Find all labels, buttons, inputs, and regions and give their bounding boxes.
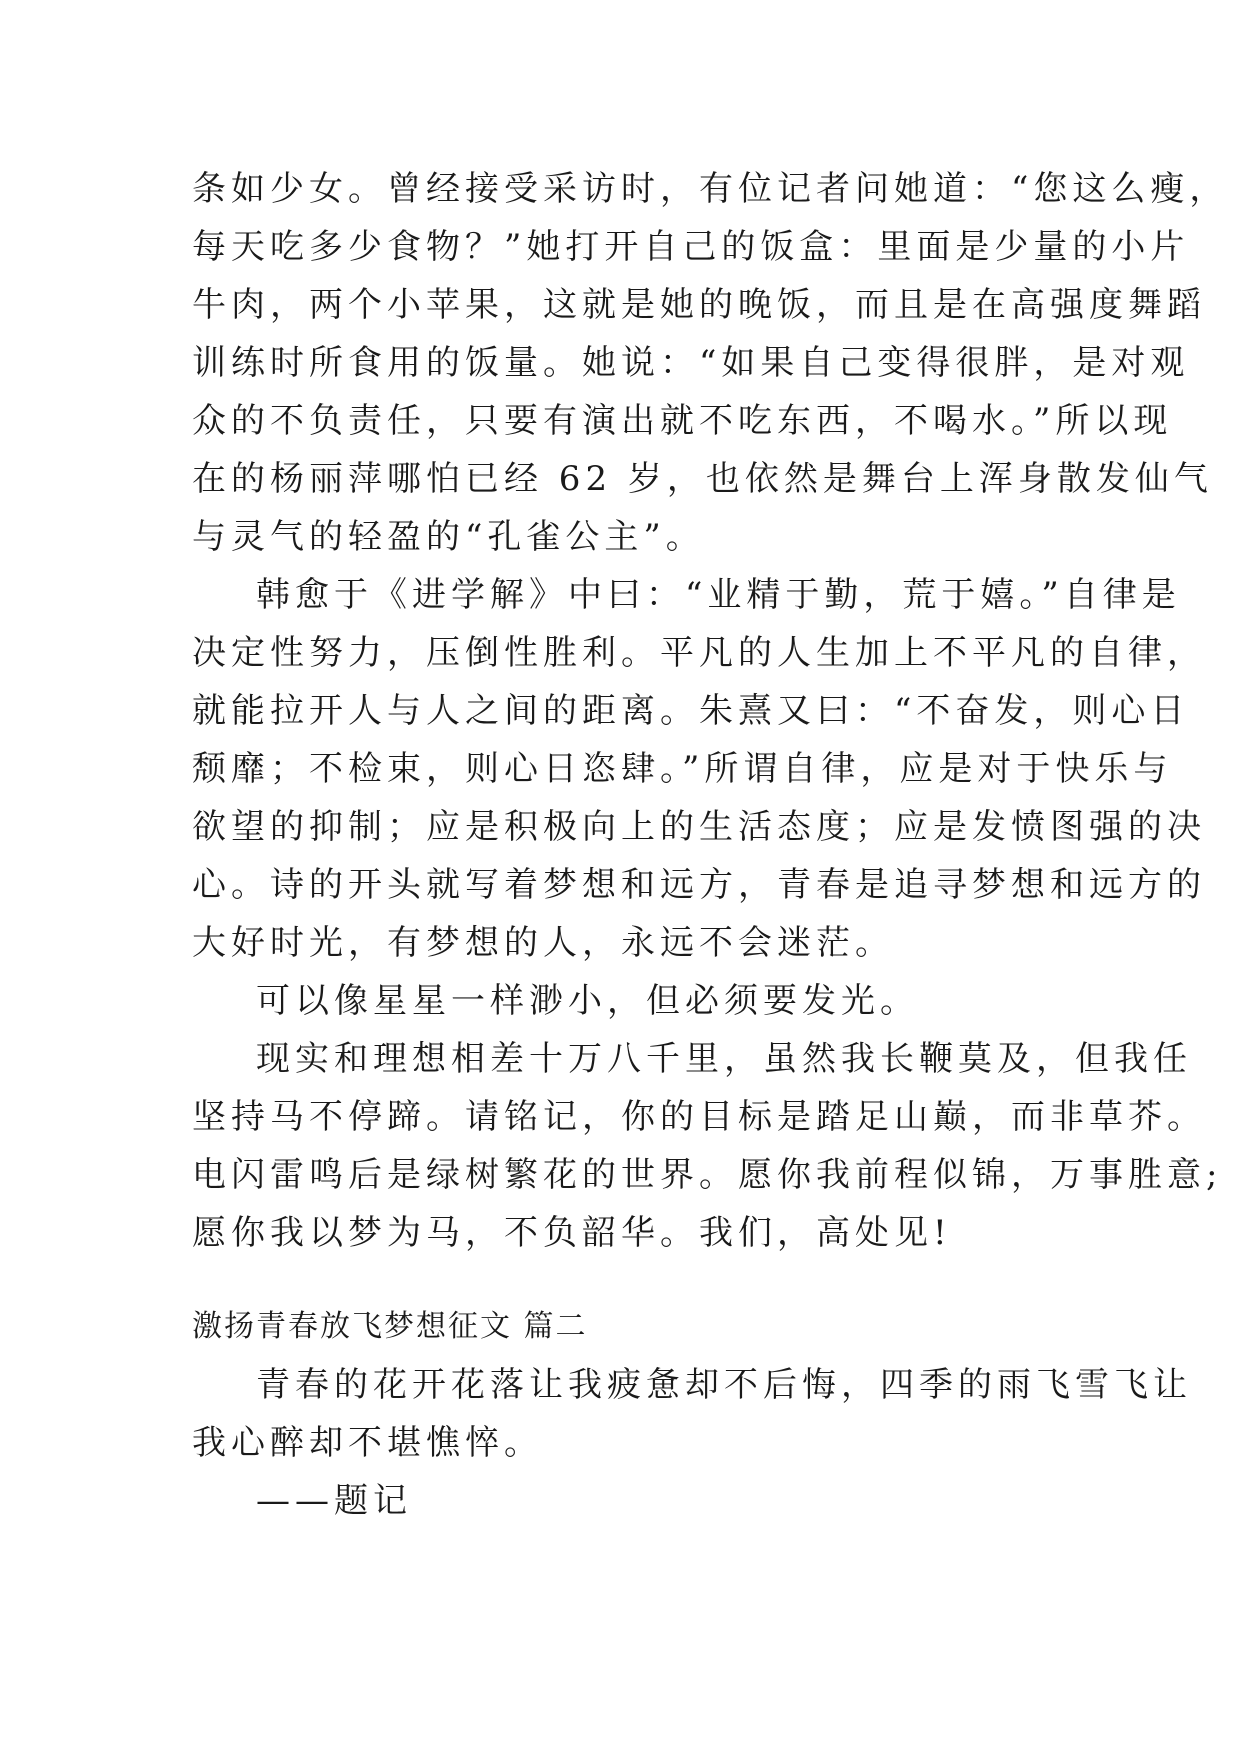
- text-line: 现实和理想相差十万八千里，虽然我长鞭莫及，但我任: [256, 1039, 1192, 1079]
- text-line: 坚持马不停蹄。请铭记，你的目标是踏足山巅，而非草芥。: [192, 1097, 1206, 1137]
- text-line: 我心醉却不堪憔悴。: [192, 1423, 543, 1463]
- paragraph-han-yu: [192, 566, 1206, 972]
- paragraph-epigraph: [192, 1472, 1062, 1530]
- text-line: 在的杨丽萍哪怕已经 62 岁，也依然是舞台上浑身散发仙气: [192, 459, 1213, 499]
- text-line: 牛肉，两个小苹果，这就是她的晚饭，而且是在高强度舞蹈: [192, 285, 1206, 325]
- text-line: 众的不负责任，只要有演出就不吃东西，不喝水。”所以现: [192, 401, 1173, 441]
- text-line: 青春的花开花落让我疲惫却不后悔，四季的雨飞雪飞让: [256, 1365, 1192, 1405]
- text-line: 与灵气的轻盈的“孔雀公主”。: [192, 517, 705, 557]
- text-line: 颓靡；不检束，则心日恣肆。”所谓自律，应是对于快乐与: [192, 749, 1173, 789]
- paragraph-youth-flowers: [192, 1356, 1192, 1472]
- text-line: 决定性努力，压倒性胜利。平凡的人生加上不平凡的自律，: [192, 633, 1206, 673]
- text-line: 条如少女。曾经接受采访时，有位记者问她道：“您这么瘦，: [192, 169, 1229, 209]
- paragraph-stars: [192, 972, 1062, 1030]
- text-line: 就能拉开人与人之间的距离。朱熹又曰：“不奋发，则心日: [192, 691, 1190, 731]
- text-line: 可以像星星一样渺小，但必须要发光。: [256, 981, 919, 1021]
- text-line: 愿你我以梦为马，不负韶华。我们，高处见!: [192, 1213, 952, 1253]
- text-line: 韩愈于《进学解》中曰：“业精于勤，荒于嬉。”自律是: [256, 575, 1181, 615]
- text-line: 电闪雷鸣后是绿树繁花的世界。愿你我前程似锦，万事胜意;: [192, 1155, 1223, 1195]
- text-line: 欲望的抑制；应是积极向上的生活态度；应是发愤图强的决: [192, 807, 1206, 847]
- epigraph-line: ——题记: [256, 1481, 412, 1521]
- text-line: 每天吃多少食物？”她打开自己的饭盒：里面是少量的小片: [192, 227, 1190, 267]
- text-line: 大好时光，有梦想的人，永远不会迷茫。: [192, 923, 894, 963]
- document-page: [192, 160, 1229, 1530]
- section-title: 激扬青春放飞梦想征文 篇二: [192, 1309, 588, 1344]
- text-line: 心。诗的开头就写着梦想和远方，青春是追寻梦想和远方的: [192, 865, 1206, 905]
- text-line: 训练时所食用的饭量。她说：“如果自己变得很胖，是对观: [192, 343, 1190, 383]
- paragraph-yang-liping: [192, 160, 1229, 566]
- paragraph-reality-ideal: [192, 1030, 1223, 1262]
